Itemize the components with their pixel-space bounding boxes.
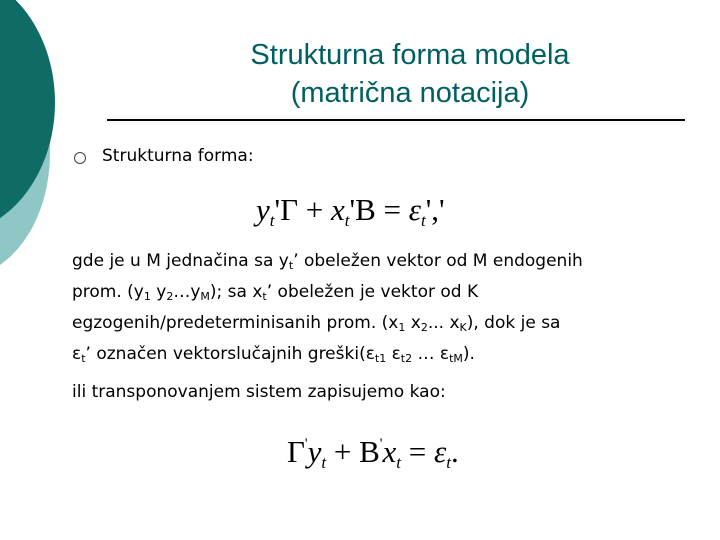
paragraph-line-3: egzogenih/predeterminisanih prom. ($x_1$ $x_2$... $x_K$), dok je sa — [72, 313, 561, 334]
transposed-equation: $\Gamma'y_t + B'x_t = \varepsilon_t$. — [287, 434, 459, 472]
bullet-text: Strukturna forma: — [102, 146, 254, 166]
bullet-circle-icon — [74, 152, 86, 164]
title-divider — [107, 119, 685, 121]
slide-title — [160, 36, 660, 112]
title-line-1: Strukturna forma modela — [250, 39, 570, 71]
transposed-intro-text: ili transponovanjem sistem zapisujemo kao: — [72, 382, 446, 402]
explanation-paragraph — [72, 248, 692, 372]
structural-form-equation: $y_t'\Gamma + x_t'B = \varepsilon_t','$ — [256, 192, 445, 230]
paragraph-line-1: gde je u M jednačina sa $y_t$’ obeležen vektor od M endogenih — [72, 251, 583, 272]
paragraph-line-2: prom. ($y_1$ $y_2\dots y_M$); sa $x_t$’ obeležen je vektor od K — [72, 282, 479, 303]
paragraph-line-4: $\varepsilon_t$’ označen vektorslučajnih $greški(\varepsilon_{t1}$ $\varepsilon_{t2}$ … $\varepsilon_{tM}$). — [72, 344, 475, 365]
title-line-2: (matrična notacija) — [290, 77, 530, 109]
